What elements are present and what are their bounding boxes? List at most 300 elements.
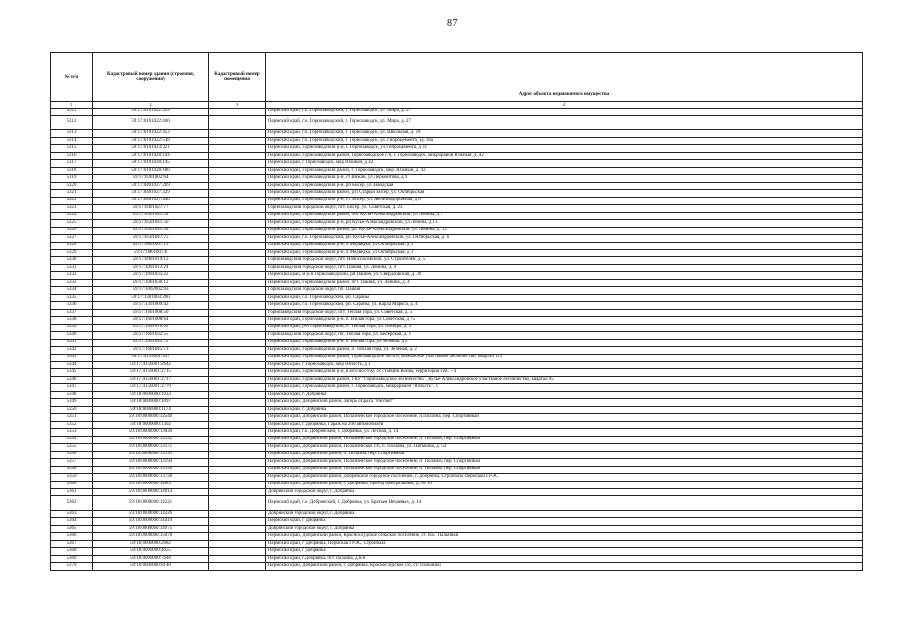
row-number-cell: 5327 bbox=[51, 235, 93, 242]
premises-cadastral-cell bbox=[209, 406, 266, 413]
table-row bbox=[51, 108, 863, 115]
premises-cadastral-cell bbox=[209, 108, 266, 115]
table-row bbox=[51, 555, 863, 562]
building-cadastral-cell: 59:17:1601045:73 bbox=[93, 347, 209, 354]
table-row bbox=[51, 376, 863, 383]
premises-cadastral-cell bbox=[209, 444, 266, 451]
address-cell: Пермский край, г.о. Горнозаводский, рп. Сараны, ул. Карла Маркса, д. 4 bbox=[266, 302, 863, 309]
table-row bbox=[51, 167, 863, 174]
premises-cadastral-cell bbox=[209, 332, 266, 339]
premises-cadastral-cell bbox=[209, 160, 266, 167]
row-number-cell: 5342 bbox=[51, 347, 93, 354]
row-number-cell: 5369 bbox=[51, 555, 93, 562]
address-cell: Горнозаводский городской округ, пп. Пашия bbox=[266, 287, 863, 294]
premises-cadastral-cell bbox=[209, 488, 266, 495]
building-cadastral-cell: 59:17:0401027:329 bbox=[93, 190, 209, 197]
building-cadastral-cell: 59:17:0801007:13 bbox=[93, 242, 209, 249]
address-cell: Пермский край, г.Добрянка, пгт Полазна, д.б/н bbox=[266, 555, 863, 562]
building-cadastral-cell: 59:18:0000000:14975 bbox=[93, 525, 209, 532]
table-row bbox=[51, 459, 863, 466]
table-row bbox=[51, 212, 863, 219]
table-row bbox=[51, 466, 863, 473]
address-cell: Пермский край, Горнозаводский р-н, п Теплая гора, ул Зеленая, д 2 bbox=[266, 339, 863, 346]
building-cadastral-cell: 59:18:0000000:1097 bbox=[93, 399, 209, 406]
address-cell: Добрянский городской округ, г. Добрянка bbox=[266, 510, 863, 517]
premises-cadastral-cell bbox=[209, 391, 266, 398]
row-number-cell: 5322 bbox=[51, 197, 93, 204]
building-cadastral-cell: 59:18:0000000:14007 bbox=[93, 481, 209, 488]
address-cell: Пермский край, г.о. Горнозаводский, рп. Сараны bbox=[266, 294, 863, 301]
table-row bbox=[51, 518, 863, 525]
address-cell: Пермский край, г.о. Добрянский, г. Добрянка, ул. Братьев Нечаевых, д. 14 bbox=[266, 496, 863, 511]
premises-cadastral-cell bbox=[209, 525, 266, 532]
table-row bbox=[51, 510, 863, 517]
row-number-cell: 5345 bbox=[51, 369, 93, 376]
row-number-cell: 5356 bbox=[51, 451, 93, 458]
building-cadastral-cell: 59:18:0000000:14014 bbox=[93, 488, 209, 495]
row-number-cell: 5359 bbox=[51, 474, 93, 481]
table-row bbox=[51, 399, 863, 406]
address-cell: Пермский край, г.о. Горнозаводский, г. Горнозаводск, ул. Мира, д. 27 bbox=[266, 108, 863, 115]
address-cell: Горнозаводский городской округ, пгт. Теплая гора, ул. Советская, д. 5 bbox=[266, 309, 863, 316]
row-number-cell: 5335 bbox=[51, 294, 93, 301]
premises-cadastral-cell bbox=[209, 242, 266, 249]
premises-cadastral-cell bbox=[209, 563, 266, 570]
building-cadastral-cell: 59:17:1601045:72 bbox=[93, 339, 209, 346]
address-cell: Пермский край, Добрянский район, г. Добрянка, Краснослудское с/п, ст/ Пальники bbox=[266, 563, 863, 570]
premises-cadastral-cell bbox=[209, 324, 266, 331]
row-number-cell: 5312 bbox=[51, 115, 93, 130]
building-cadastral-cell: 59:18:0000000:13171 bbox=[93, 444, 209, 451]
row-number-cell: 5351 bbox=[51, 414, 93, 421]
row-number-cell: 5360 bbox=[51, 481, 93, 488]
row-number-cell: 5363 bbox=[51, 510, 93, 517]
premises-cadastral-cell bbox=[209, 451, 266, 458]
building-cadastral-cell: 59:17:1601008:50 bbox=[93, 309, 209, 316]
table-row bbox=[51, 242, 863, 249]
table-row bbox=[51, 175, 863, 182]
address-cell: Пермский край, г Горнозаводск, мкр Южный, д 42 bbox=[266, 160, 863, 167]
table-row bbox=[51, 488, 863, 495]
table-row bbox=[51, 563, 863, 570]
property-table bbox=[50, 52, 863, 571]
row-number-cell: 5364 bbox=[51, 518, 93, 525]
row-number-cell: 5315 bbox=[51, 145, 93, 152]
row-number-cell: 5352 bbox=[51, 421, 93, 428]
row-number-cell: 5343 bbox=[51, 354, 93, 361]
table-row bbox=[51, 369, 863, 376]
building-cadastral-cell: 59:17:0501041:58 bbox=[93, 227, 209, 234]
table-row bbox=[51, 429, 863, 436]
address-cell: Пермский край, Горнозаводский р-н, п Теплая гора, ул Советская, д 75 bbox=[266, 317, 863, 324]
table-row bbox=[51, 272, 863, 279]
table-row bbox=[51, 227, 863, 234]
premises-cadastral-cell bbox=[209, 459, 266, 466]
row-number-cell: 5323 bbox=[51, 205, 93, 212]
table-row bbox=[51, 533, 863, 540]
building-cadastral-cell: 59:17:0101028:144 bbox=[93, 152, 209, 159]
building-cadastral-cell: 59:17:0101022:538 bbox=[93, 137, 209, 144]
building-cadastral-cell: 59:17:0101028:186 bbox=[93, 167, 209, 174]
building-cadastral-cell: 59:18:0000000:14221 bbox=[93, 496, 209, 511]
building-cadastral-cell: 59:17:4153001:497 bbox=[93, 354, 209, 361]
premises-cadastral-cell bbox=[209, 362, 266, 369]
address-cell: Пермский край, Горнозаводский район, рп. Кусье-Александровский, ул. Ленина, д. 13 bbox=[266, 227, 863, 234]
header-row-number: № п/п bbox=[51, 53, 93, 102]
address-cell: Пермский край, г.о. Добрянский, г. Добрянка, ул. Лесная, д. 14 bbox=[266, 429, 863, 436]
premises-cadastral-cell bbox=[209, 235, 266, 242]
row-number-cell: 5349 bbox=[51, 399, 93, 406]
building-cadastral-cell: 59:17:0901019:13 bbox=[93, 257, 209, 264]
table-row bbox=[51, 152, 863, 159]
table-row bbox=[51, 548, 863, 555]
address-cell: Горнозаводский городской округ, пгт. Новоспасовский, ул. Строителей, д. 5 bbox=[266, 257, 863, 264]
premises-cadastral-cell bbox=[209, 220, 266, 227]
table-header-row bbox=[51, 53, 863, 102]
row-number-cell: 5362 bbox=[51, 496, 93, 511]
premises-cadastral-cell bbox=[209, 309, 266, 316]
table-row bbox=[51, 391, 863, 398]
building-cadastral-cell: 59:17:0401027:269 bbox=[93, 182, 209, 189]
address-cell: Пермский край, Горнозаводский р-н, ст Вижай, ул Лермонтова, д 9 bbox=[266, 175, 863, 182]
address-cell: Пермский край, Добрянский район, Краснослудское сельское поселение, ст. пос. Пальники bbox=[266, 533, 863, 540]
table-row bbox=[51, 182, 863, 189]
address-cell: Пермский край, г Добрянка, Гараж на 200 автомобилей bbox=[266, 421, 863, 428]
table-row bbox=[51, 332, 863, 339]
row-number-cell: 5313 bbox=[51, 130, 93, 137]
premises-cadastral-cell bbox=[209, 510, 266, 517]
table-row bbox=[51, 406, 863, 413]
column-number: 1 bbox=[51, 102, 93, 109]
table-row bbox=[51, 145, 863, 152]
address-cell: Пермский край, Горнозаводский район, р/п Старый Бисер, ул. Октябрьская bbox=[266, 190, 863, 197]
building-cadastral-cell: 59:17:1301009:42 bbox=[93, 302, 209, 309]
address-cell: Пермский край, г.о. Горнозаводский, рп. Кусье-Александровский, ул. Октябрьская, д. 6 bbox=[266, 235, 863, 242]
row-number-cell: 5353 bbox=[51, 429, 93, 436]
table-row bbox=[51, 294, 863, 301]
building-cadastral-cell: 59:17:0401027:440 bbox=[93, 197, 209, 204]
table-row bbox=[51, 220, 863, 227]
row-number-cell: 5348 bbox=[51, 391, 93, 398]
row-number-cell: 5326 bbox=[51, 227, 93, 234]
column-number: 4 bbox=[266, 102, 863, 109]
address-cell: Пермский край, Горнозаводский р-н, рп Бисер, ул Заводская bbox=[266, 182, 863, 189]
address-cell: Пермский край, Добрянский район, Полазненское городское поселение, п.Полазна, пер. Спортивный bbox=[266, 414, 863, 421]
premises-cadastral-cell bbox=[209, 272, 266, 279]
building-cadastral-cell: 59:17:0101022:440 bbox=[93, 115, 209, 130]
table-row bbox=[51, 362, 863, 369]
table-row bbox=[51, 205, 863, 212]
table-row bbox=[51, 317, 863, 324]
row-number-cell: 5338 bbox=[51, 317, 93, 324]
premises-cadastral-cell bbox=[209, 421, 266, 428]
table-row bbox=[51, 235, 863, 242]
address-cell: Пермский край, г. Добрянка bbox=[266, 391, 863, 398]
address-cell: Пермский край, Горнозаводский район, Горнозаводское г/п, г. Горнозаводск, микрорайон Южный, д. 42 bbox=[266, 152, 863, 159]
building-cadastral-cell: 59:17:4156001:2715 bbox=[93, 369, 209, 376]
table-row bbox=[51, 137, 863, 144]
address-cell: Горнозаводский городской округ, пгт. Пашия, ул. Ленина, д. 4 bbox=[266, 264, 863, 271]
building-cadastral-cell: 59:17:4156001:2779 bbox=[93, 384, 209, 391]
premises-cadastral-cell bbox=[209, 279, 266, 286]
premises-cadastral-cell bbox=[209, 354, 266, 361]
table-row bbox=[51, 257, 863, 264]
row-number-cell: 5336 bbox=[51, 302, 93, 309]
address-cell: Пермский край, г Добрянка bbox=[266, 548, 863, 555]
header-premises-cadastral: Кадастровый номер помещения bbox=[209, 53, 266, 102]
row-number-cell: 5330 bbox=[51, 257, 93, 264]
table-row bbox=[51, 496, 863, 511]
row-number-cell: 5324 bbox=[51, 212, 93, 219]
address-cell: Пермский край, р-н Горнозаводский, п. Теплая гора, ул. Победы, д. 3 bbox=[266, 324, 863, 331]
row-number-cell: 5318 bbox=[51, 167, 93, 174]
table-row bbox=[51, 414, 863, 421]
column-number: 3 bbox=[209, 102, 266, 109]
premises-cadastral-cell bbox=[209, 302, 266, 309]
building-cadastral-cell: 59:18:0000000:7648 bbox=[93, 555, 209, 562]
row-number-cell: 5316 bbox=[51, 152, 93, 159]
row-number-cell: 5317 bbox=[51, 160, 93, 167]
building-cadastral-cell: 59:17:0501047:75 bbox=[93, 235, 209, 242]
address-cell: Пермский край, м р-н Горнозаводский, рп Пашия, ул. Свердловская, д. 39 bbox=[266, 272, 863, 279]
building-cadastral-cell: 59:18:0000000:1174 bbox=[93, 406, 209, 413]
table-row bbox=[51, 197, 863, 204]
building-cadastral-cell: 59:18:0000000:4055 bbox=[93, 548, 209, 555]
row-number-cell: 5365 bbox=[51, 525, 93, 532]
table-row bbox=[51, 354, 863, 361]
building-cadastral-cell: 59:18:0000000:13728 bbox=[93, 474, 209, 481]
table-row bbox=[51, 347, 863, 354]
table-row bbox=[51, 302, 863, 309]
row-number-cell: 5334 bbox=[51, 287, 93, 294]
address-cell: Пермский край, Добрянский район, Полазненское городское поселение, п. Полазна, пер. Спортивный bbox=[266, 466, 863, 473]
table-row bbox=[51, 160, 863, 167]
premises-cadastral-cell bbox=[209, 227, 266, 234]
address-cell: Пермский край, Горнозаводский район, Горнозаводское лесхоз, Вижайское участковое лесничество, квартал 113 bbox=[266, 354, 863, 361]
row-number-cell: 5368 bbox=[51, 548, 93, 555]
row-number-cell: 5329 bbox=[51, 249, 93, 256]
row-number-cell: 5341 bbox=[51, 339, 93, 346]
building-cadastral-cell: 59:17:0801007:6 bbox=[93, 249, 209, 256]
table-row bbox=[51, 525, 863, 532]
address-cell: Пермский край, Горнозаводский район, пос Кусье-Александровский, ул Ленина, д 7 bbox=[266, 212, 863, 219]
row-number-cell: 5361 bbox=[51, 488, 93, 495]
building-cadastral-cell: 59:18:0000000:2682 bbox=[93, 540, 209, 547]
premises-cadastral-cell bbox=[209, 384, 266, 391]
premises-cadastral-cell bbox=[209, 130, 266, 137]
building-cadastral-cell: 59:18:0000000:13194 bbox=[93, 459, 209, 466]
page-number: 87 bbox=[447, 18, 458, 29]
table-row bbox=[51, 324, 863, 331]
address-cell: Пермский край, Добрянский район, Полазненское г/п, п. Полазна, ул. Пятькина, д. 54 bbox=[266, 444, 863, 451]
row-number-cell: 5358 bbox=[51, 466, 93, 473]
address-cell: Горнозаводский городской округ, пгт. Бисер, ул. Советская, д. 23 bbox=[266, 205, 863, 212]
table-row bbox=[51, 115, 863, 130]
premises-cadastral-cell bbox=[209, 555, 266, 562]
table-row bbox=[51, 481, 863, 488]
premises-cadastral-cell bbox=[209, 167, 266, 174]
address-cell: Добрянский городской округ, г. Добрянка bbox=[266, 488, 863, 495]
table-row bbox=[51, 451, 863, 458]
row-number-cell: 5314 bbox=[51, 137, 93, 144]
row-number-cell: 5331 bbox=[51, 264, 93, 271]
premises-cadastral-cell bbox=[209, 481, 266, 488]
address-cell: Пермский край, г Добрянка bbox=[266, 518, 863, 525]
table-row bbox=[51, 540, 863, 547]
row-number-cell: 5370 bbox=[51, 563, 93, 570]
address-cell: Пермский край, Горнозаводский район, ГКУ "Горнозаводское лесничество", Кусье-Александровское участковое лесничество, квартал 95 bbox=[266, 376, 863, 383]
premises-cadastral-cell bbox=[209, 347, 266, 354]
premises-cadastral-cell bbox=[209, 548, 266, 555]
row-number-cell: 5337 bbox=[51, 309, 93, 316]
premises-cadastral-cell bbox=[209, 287, 266, 294]
building-cadastral-cell: 59:18:0000000:1033 bbox=[93, 391, 209, 398]
building-cadastral-cell: 59:17:0101022:439 bbox=[93, 108, 209, 115]
building-cadastral-cell: 59:17:0401027:77 bbox=[93, 205, 209, 212]
premises-cadastral-cell bbox=[209, 152, 266, 159]
address-cell: Пермский край, Горнозаводский р-н, п Медведка, ул Октябрьская, д 3 bbox=[266, 249, 863, 256]
table-row bbox=[51, 384, 863, 391]
building-cadastral-cell: 59:18:0000000:13122 bbox=[93, 436, 209, 443]
row-number-cell: 5333 bbox=[51, 279, 93, 286]
premises-cadastral-cell bbox=[209, 137, 266, 144]
address-cell: Добрянский городской округ, г. Добрянка bbox=[266, 525, 863, 532]
building-cadastral-cell: 59:17:0501041:34 bbox=[93, 212, 209, 219]
row-number-cell: 5344 bbox=[51, 362, 93, 369]
address-cell: Пермский край, Добрянский район, Добрянское городское поселение, г. Добрянка, Стройбаза Пермской ГРЭС bbox=[266, 474, 863, 481]
premises-cadastral-cell bbox=[209, 436, 266, 443]
table-row bbox=[51, 287, 863, 294]
premises-cadastral-cell bbox=[209, 496, 266, 511]
table-row bbox=[51, 444, 863, 451]
building-cadastral-cell: 59:18:0000000:13193 bbox=[93, 451, 209, 458]
header-address: Адрес объекта недвижимого имущества bbox=[266, 53, 863, 102]
address-cell: Пермский край, Горнозаводский район, г. Горнозаводск, микрорайон "Юность", 1 bbox=[266, 384, 863, 391]
premises-cadastral-cell bbox=[209, 175, 266, 182]
building-cadastral-cell: 59:17:1301003:390 bbox=[93, 294, 209, 301]
address-cell: Пермский край, Добрянский район, Полазненское городское поселение, п. Полазна, пер. Спортивный bbox=[266, 459, 863, 466]
row-number-cell: 5340 bbox=[51, 332, 93, 339]
building-cadastral-cell: 59:17:0101028:145 bbox=[93, 160, 209, 167]
building-cadastral-cell: 59:18:0000000:8148 bbox=[93, 563, 209, 570]
row-number-cell: 5332 bbox=[51, 272, 93, 279]
building-cadastral-cell: 59:18:0000000:14419 bbox=[93, 518, 209, 525]
row-number-cell: 5325 bbox=[51, 220, 93, 227]
premises-cadastral-cell bbox=[209, 466, 266, 473]
building-cadastral-cell: 59:17:0101022:453 bbox=[93, 130, 209, 137]
premises-cadastral-cell bbox=[209, 414, 266, 421]
building-cadastral-cell: 59:18:0000000:12540 bbox=[93, 414, 209, 421]
address-cell: Пермский край, Горнозаводский район, п. Теплая гора, ул. Зеленая, д. 2 bbox=[266, 347, 863, 354]
table-row bbox=[51, 264, 863, 271]
row-number-cell: 5321 bbox=[51, 190, 93, 197]
building-cadastral-cell: 59:17:1001013:24 bbox=[93, 264, 209, 271]
premises-cadastral-cell bbox=[209, 257, 266, 264]
building-cadastral-cell: 59:17:1601032:55 bbox=[93, 332, 209, 339]
building-cadastral-cell: 59:18:0000000:15078 bbox=[93, 533, 209, 540]
building-cadastral-cell: 59:17:0501041:50 bbox=[93, 220, 209, 227]
address-cell: Пермский край, Горнозаводский р-н, в юго-востоку от станции Койва, территория ГКС - 4 bbox=[266, 369, 863, 376]
address-cell: Горнозаводский городской округ, пп. Теплая гора, ул. Бисерская, д. 1 bbox=[266, 332, 863, 339]
premises-cadastral-cell bbox=[209, 294, 266, 301]
building-cadastral-cell: 59:18:0000000:13195 bbox=[93, 466, 209, 473]
row-number-cell: 5311 bbox=[51, 108, 93, 115]
premises-cadastral-cell bbox=[209, 182, 266, 189]
building-cadastral-cell: 59:18:0000000:1302 bbox=[93, 421, 209, 428]
row-number-cell: 5339 bbox=[51, 324, 93, 331]
premises-cadastral-cell bbox=[209, 249, 266, 256]
building-cadastral-cell: 59:17:0301002:64 bbox=[93, 175, 209, 182]
row-number-cell: 5319 bbox=[51, 175, 93, 182]
building-cadastral-cell: 59:17:1601008:64 bbox=[93, 317, 209, 324]
premises-cadastral-cell bbox=[209, 264, 266, 271]
header-building-cadastral: Кадастровый номер здания (строения, сооружения) bbox=[93, 53, 209, 102]
premises-cadastral-cell bbox=[209, 190, 266, 197]
premises-cadastral-cell bbox=[209, 369, 266, 376]
address-cell: Пермский край, Добрянский район, Полазненское городское поселение, п. Полазна, пер. Спортивный bbox=[266, 436, 863, 443]
address-cell: Пермский край, г.о. Горнозаводский, г. Горнозаводск, ул. Гипроцементa, зд. 36а bbox=[266, 137, 863, 144]
premises-cadastral-cell bbox=[209, 533, 266, 540]
table-row bbox=[51, 421, 863, 428]
table-row bbox=[51, 190, 863, 197]
row-number-cell: 5347 bbox=[51, 384, 93, 391]
premises-cadastral-cell bbox=[209, 115, 266, 130]
address-cell: Пермский край, Добрянский район, лагерь отдыха "Рассвет" bbox=[266, 399, 863, 406]
premises-cadastral-cell bbox=[209, 317, 266, 324]
row-number-cell: 5357 bbox=[51, 459, 93, 466]
row-number-cell: 5350 bbox=[51, 406, 93, 413]
building-cadastral-cell: 59:18:0000000:14326 bbox=[93, 510, 209, 517]
address-cell: Пермский край, Добрянский район, п. Полазна, пер. Спортивный bbox=[266, 451, 863, 458]
address-cell: Пермский край, Горнозаводский район, г. Горнозаводск, мкр. Южный, д. 42 bbox=[266, 167, 863, 174]
premises-cadastral-cell bbox=[209, 145, 266, 152]
premises-cadastral-cell bbox=[209, 399, 266, 406]
address-cell: Пермский край, Горнозаводский район, пгт. Пашия, ул. Ленина, д. 4 bbox=[266, 279, 863, 286]
table-row bbox=[51, 130, 863, 137]
row-number-cell: 5354 bbox=[51, 436, 93, 443]
column-number: 2 bbox=[93, 102, 209, 109]
address-cell: Пермский край, Горнозаводский р-н, п Медведка, ул Октябрьская, д 3 bbox=[266, 242, 863, 249]
row-number-cell: 5366 bbox=[51, 533, 93, 540]
building-cadastral-cell: 59:17:1001035:22 bbox=[93, 272, 209, 279]
building-cadastral-cell: 59:17:4156001:2642 bbox=[93, 362, 209, 369]
premises-cadastral-cell bbox=[209, 376, 266, 383]
building-cadastral-cell: 59:18:0000000:13039 bbox=[93, 429, 209, 436]
row-number-cell: 5328 bbox=[51, 242, 93, 249]
row-number-cell: 5355 bbox=[51, 444, 93, 451]
address-cell: Пермский край, г.о. Горнозаводский, г. Горнозаводск, ул. Школьная, д. 18 bbox=[266, 130, 863, 137]
premises-cadastral-cell bbox=[209, 474, 266, 481]
address-cell: Пермский край, Горнозаводский р-н, ст. Бисер, ул. Железнодорожная, д 8 bbox=[266, 197, 863, 204]
address-cell: Пермский край, г Добрянка, Пермская ГРЭС, Стройбаза bbox=[266, 540, 863, 547]
premises-cadastral-cell bbox=[209, 518, 266, 525]
building-cadastral-cell: 59:17:1601010:62 bbox=[93, 324, 209, 331]
premises-cadastral-cell bbox=[209, 429, 266, 436]
premises-cadastral-cell bbox=[209, 197, 266, 204]
address-cell: Пермский край, г.о. Горнозаводский, г. Горнозаводск, ул. Мира, д. 27 bbox=[266, 115, 863, 130]
table-row bbox=[51, 436, 863, 443]
premises-cadastral-cell bbox=[209, 540, 266, 547]
building-cadastral-cell: 59:17:0101023:321 bbox=[93, 145, 209, 152]
premises-cadastral-cell bbox=[209, 205, 266, 212]
building-cadastral-cell: 59:17:1002002:93 bbox=[93, 287, 209, 294]
building-cadastral-cell: 59:17:4156001:2717 bbox=[93, 376, 209, 383]
address-cell: Пермский край, Горнозаводский р-н, рп Кусье-Александровский, ул Ленина, д 13 bbox=[266, 220, 863, 227]
premises-cadastral-cell bbox=[209, 212, 266, 219]
address-cell: Пермский край, Горнозаводский р-н, г. Горнозаводск, ул Гипроцемента, д 31 bbox=[266, 145, 863, 152]
table-row bbox=[51, 309, 863, 316]
row-number-cell: 5320 bbox=[51, 182, 93, 189]
